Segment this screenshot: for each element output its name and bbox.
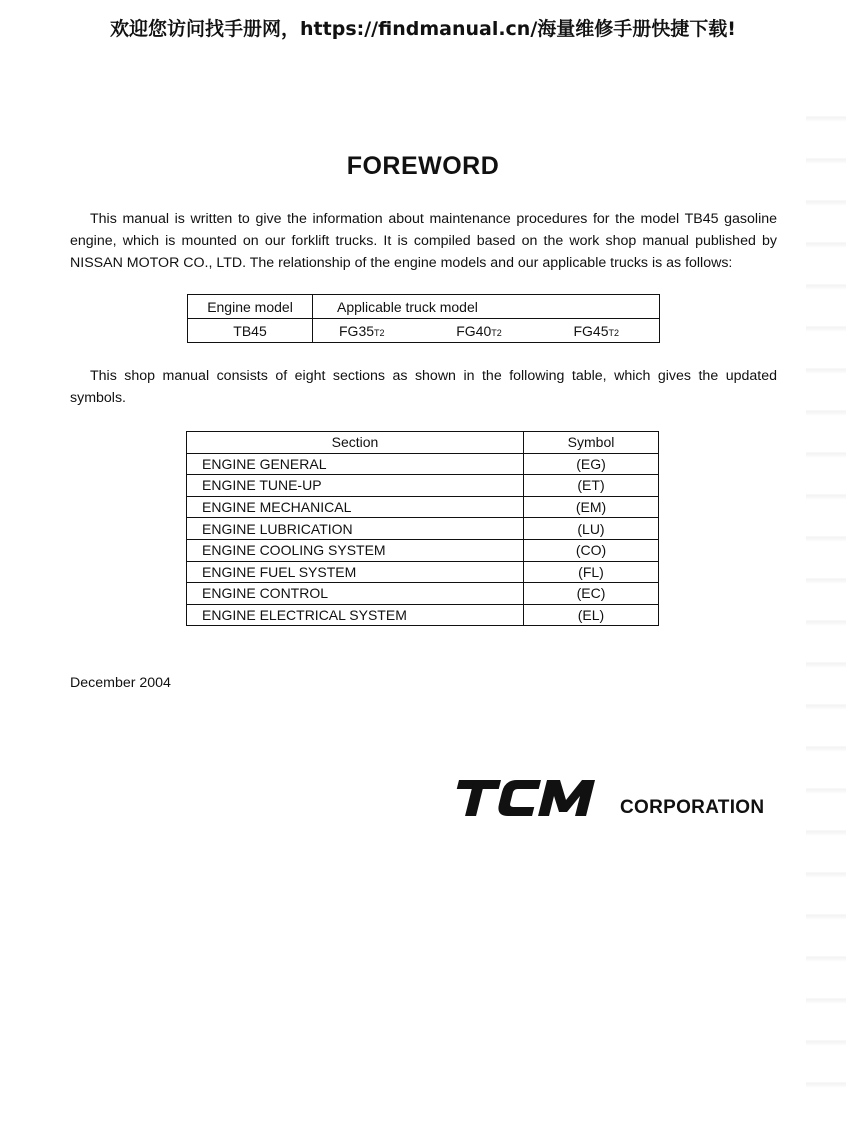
table-row bbox=[187, 496, 659, 518]
section-name: ENGINE LUBRICATION bbox=[187, 518, 524, 540]
intro-paragraph-text: This manual is written to give the information about maintenance procedures for the model TB45 gasoline engine, which is mounted on our forklift trucks. It is compiled based on the work shop manual published by NISSAN MOTOR CO., LTD. The relationship of the engine models and our applicable trucks is as follows: bbox=[70, 211, 777, 271]
intro-paragraph bbox=[70, 208, 777, 274]
table-row bbox=[187, 475, 659, 497]
table-row bbox=[187, 539, 659, 561]
page-title: FOREWORD bbox=[346, 152, 500, 180]
section-name: ENGINE TUNE-UP bbox=[187, 475, 524, 497]
section-name: ENGINE GENERAL bbox=[187, 453, 524, 475]
engine-table-row bbox=[188, 319, 660, 343]
engine-model-header: Engine model bbox=[188, 295, 313, 319]
truck-model-fg35: FG35T2 bbox=[339, 322, 385, 339]
section-table-header-row bbox=[187, 432, 659, 454]
section-header: Section bbox=[187, 432, 524, 454]
table-row bbox=[187, 453, 659, 475]
table-row bbox=[187, 604, 659, 626]
section-symbol: (CO) bbox=[524, 539, 659, 561]
download-banner: 欢迎您访问找手册网，https://findmanual.cn/海量维修手册快捷下载! bbox=[110, 18, 736, 40]
section-name: ENGINE ELECTRICAL SYSTEM bbox=[187, 604, 524, 626]
symbol-header: Symbol bbox=[524, 432, 659, 454]
section-symbol: (EG) bbox=[524, 453, 659, 475]
publication-date: December 2004 bbox=[70, 675, 171, 691]
table-row bbox=[187, 561, 659, 583]
truck-model-fg45: FG45T2 bbox=[573, 322, 619, 339]
section-name: ENGINE FUEL SYSTEM bbox=[187, 561, 524, 583]
truck-models-cell bbox=[313, 319, 660, 343]
section-symbol: (EL) bbox=[524, 604, 659, 626]
section-symbol-table bbox=[186, 431, 659, 626]
section-symbol: (FL) bbox=[524, 561, 659, 583]
section-symbol: (LU) bbox=[524, 518, 659, 540]
section-name: ENGINE CONTROL bbox=[187, 583, 524, 605]
table-row bbox=[187, 518, 659, 540]
tcm-logo-icon bbox=[448, 776, 608, 820]
engine-table-header-row bbox=[188, 295, 660, 319]
corporation-label: CORPORATION bbox=[620, 797, 765, 818]
table-row bbox=[187, 583, 659, 605]
section-name: ENGINE COOLING SYSTEM bbox=[187, 539, 524, 561]
truck-model-header: Applicable truck model bbox=[313, 295, 660, 319]
section-name: ENGINE MECHANICAL bbox=[187, 496, 524, 518]
section-symbol: (EC) bbox=[524, 583, 659, 605]
section-symbol: (ET) bbox=[524, 475, 659, 497]
sections-paragraph bbox=[70, 365, 777, 409]
engine-model-table bbox=[187, 294, 660, 343]
sections-paragraph-text: This shop manual consists of eight sections as shown in the following table, which gives the updated symbols. bbox=[70, 368, 777, 406]
section-symbol: (EM) bbox=[524, 496, 659, 518]
engine-model-cell: TB45 bbox=[188, 319, 313, 343]
truck-model-fg40: FG40T2 bbox=[456, 322, 502, 339]
scan-edge-noise bbox=[806, 80, 846, 1120]
